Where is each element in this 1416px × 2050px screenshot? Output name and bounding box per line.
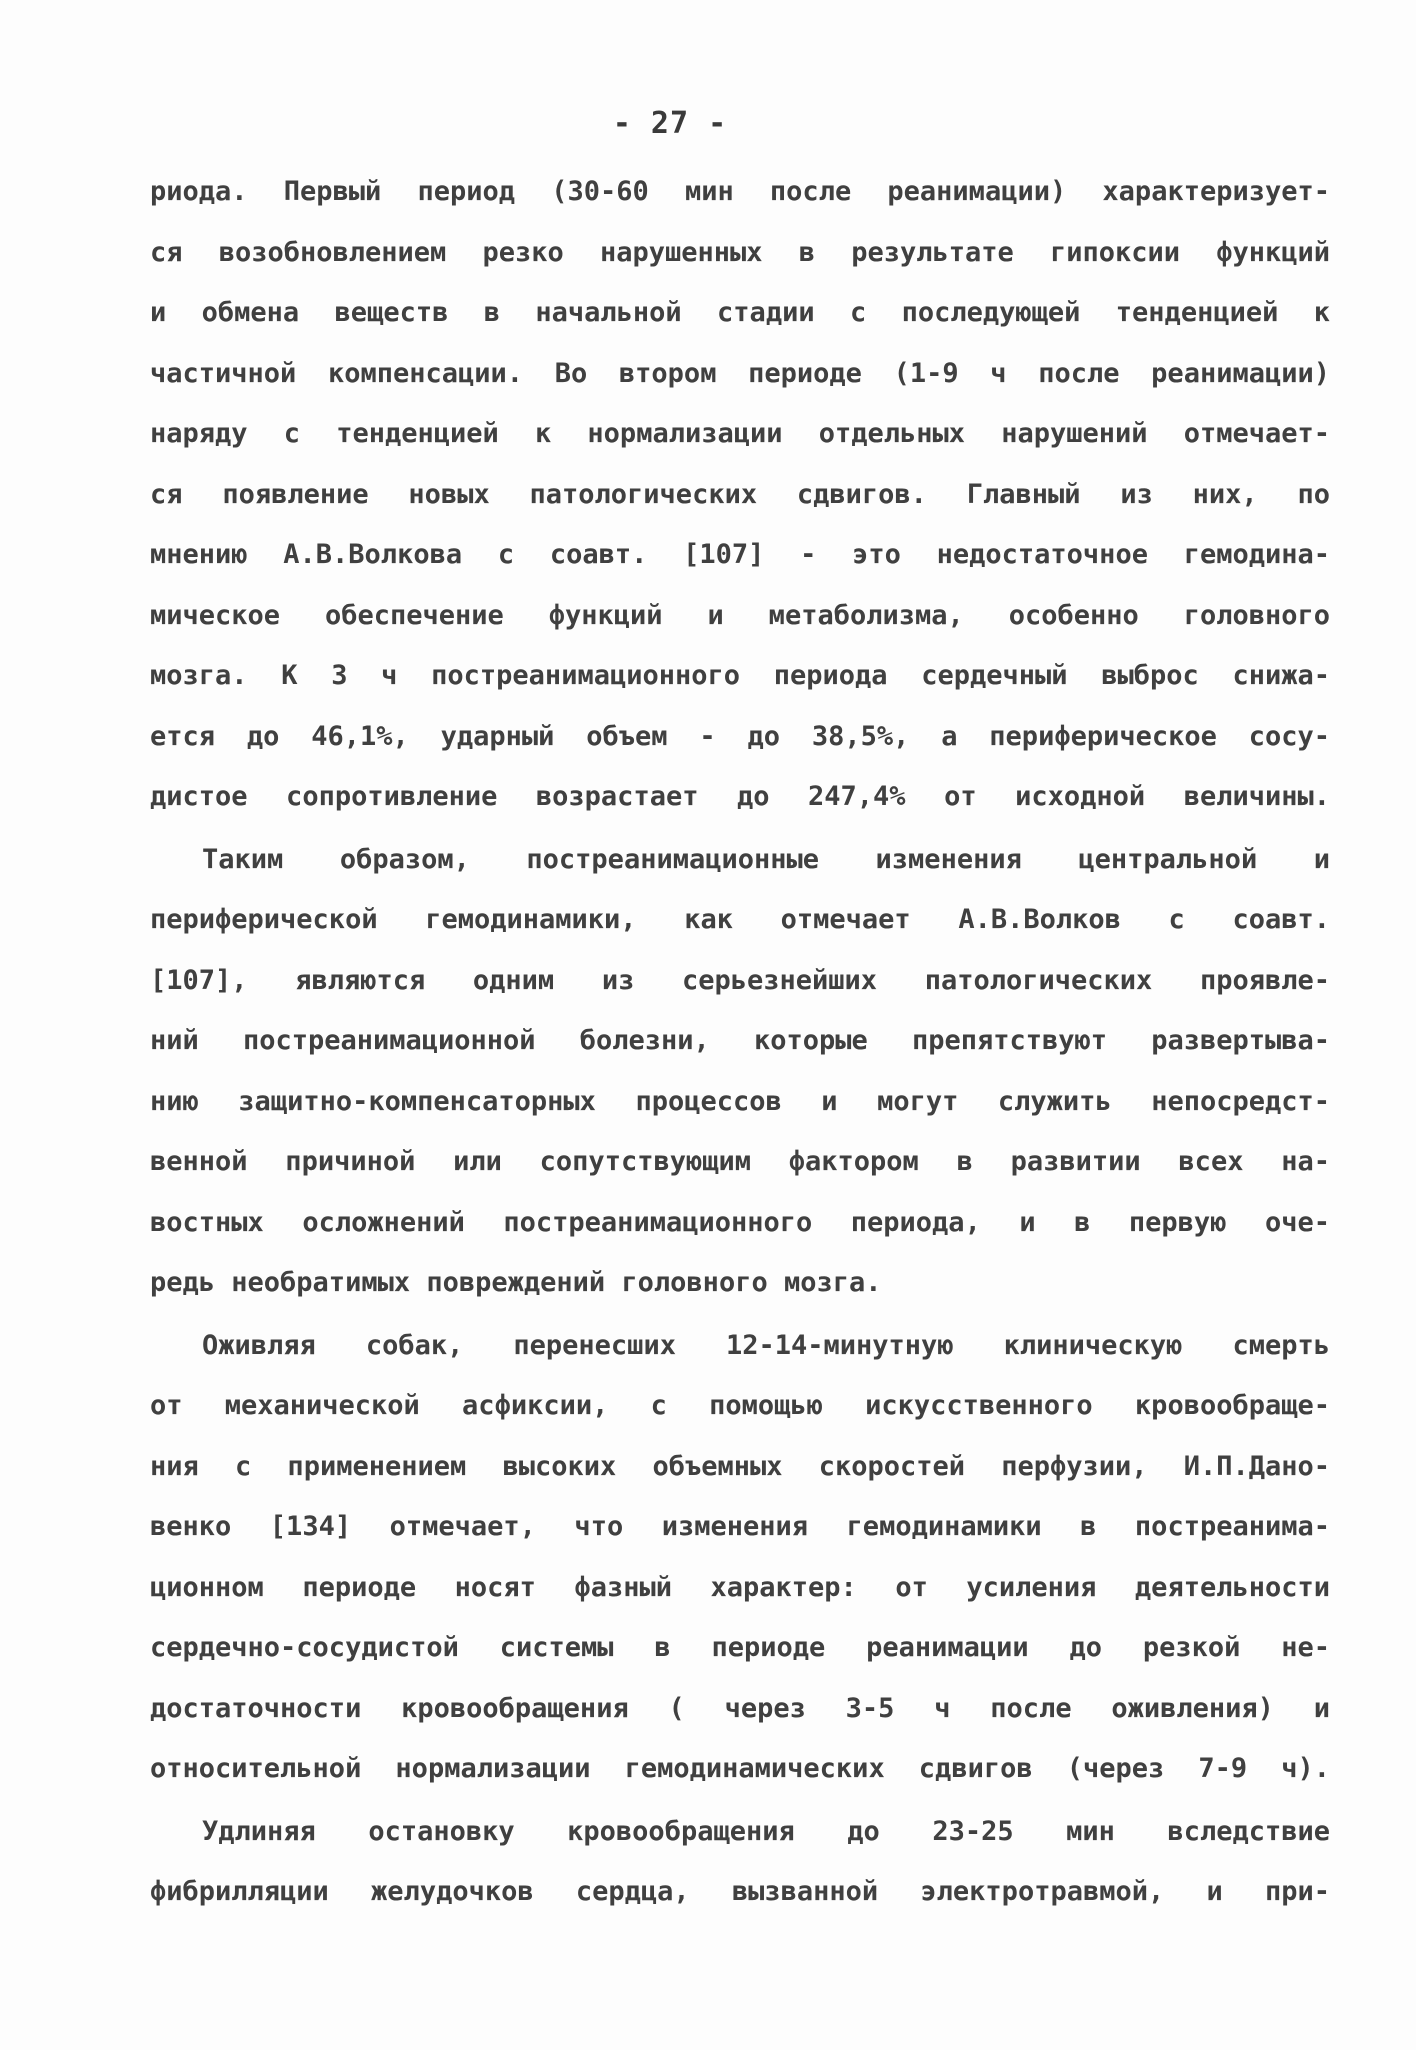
text-line: венко [134] отмечает, что изменения гемодинамики в постреанима- [150,1511,1330,1542]
paragraph-2 [150,830,1330,1314]
text-line: мическое обеспечение функций и метаболизма, особенно головного [150,599,1330,631]
text-line: Таким образом, постреанимационные изменения центральной и [202,843,1330,875]
text-line: [107], являются одним из серьезнейших патологических проявле- [150,964,1330,996]
text-line: ния с применением высоких объемных скоростей перфузии, И.П.Дано- [150,1450,1330,1482]
text-line: периферической гемодинамики, как отмечает А.В.Волков с соавт. [150,904,1330,935]
text-line: достаточности кровообращения ( через 3-5 ч после оживления) и [150,1692,1330,1724]
text-line: риода. Первый период (30-60 мин после реанимации) характеризует- [150,176,1330,207]
text-line: востных осложнений постреанимационного периода, и в первую оче- [150,1206,1330,1238]
text-line: ся возобновлением резко нарушенных в результате гипоксии функций [150,236,1330,268]
text-line: ется до 46,1%, ударный объем - до 38,5%, а периферическое сосу- [150,720,1330,752]
text-line: относительной нормализации гемодинамических сдвигов (через 7-9 ч). [150,1753,1330,1784]
text-line: фибрилляции желудочков сердца, вызванной электротравмой, и при- [150,1876,1330,1907]
text-line: и обмена веществ в начальной стадии с последующей тенденцией к [150,297,1330,328]
text-line: мнению А.В.Волкова с соавт. [107] - это недостаточное гемодина- [150,539,1330,570]
text-line: венной причиной или сопутствующим фактором в развитии всех на- [150,1146,1330,1177]
text-line: от механической асфиксии, с помощью искусственного кровообраще- [150,1390,1330,1421]
text-line: нию защитно-компенсаторных процессов и могут служить непосредст- [150,1085,1330,1117]
body-text [150,162,1330,1923]
text-line: ционном периоде носят фазный характер: от усиления деятельности [150,1571,1330,1603]
text-line: ний постреанимационной болезни, которые препятствуют развертыва- [150,1025,1330,1056]
text-line: наряду с тенденцией к нормализации отдельных нарушений отмечает- [150,418,1330,449]
text-line: дистое сопротивление возрастает до 247,4% от исходной величины. [150,781,1330,812]
text-line: редь необратимых повреждений головного мозга. [150,1267,882,1298]
text-line: Удлиняя остановку кровообращения до 23-25 мин вследствие [202,1815,1330,1847]
text-line: частичной компенсации. Во втором периоде (1-9 ч после реанимации) [150,357,1330,389]
text-line: сердечно-сосудистой системы в периоде реанимации до резкой не- [150,1632,1330,1663]
text-line: Оживляя собак, перенесших 12-14-минутную клиническую смерть [202,1329,1330,1361]
paragraph-3 [150,1316,1330,1800]
page-number: - 27 - [612,106,728,141]
paragraph-1 [150,162,1330,828]
text-line: ся появление новых патологических сдвигов. Главный из них, по [150,478,1330,510]
text-line: мозга. К 3 ч постреанимационного периода сердечный выброс снижа- [150,660,1330,691]
paragraph-4 [150,1802,1330,1923]
